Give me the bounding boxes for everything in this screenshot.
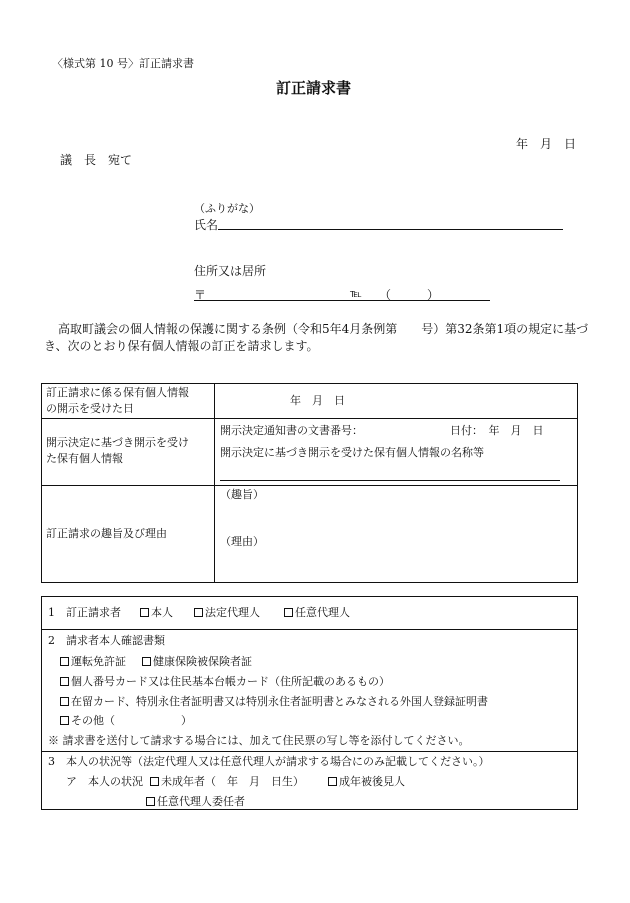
option-agent-principal[interactable]: 任意代理人委任者 xyxy=(146,794,245,810)
option-other[interactable]: その他（ ） xyxy=(60,713,192,729)
checkbox-icon[interactable] xyxy=(60,657,69,666)
checkbox-icon[interactable] xyxy=(140,608,149,617)
disclosed-info-label-1: 開示決定に基づき開示を受け xyxy=(46,436,189,449)
option-self[interactable]: 本人 xyxy=(140,605,173,621)
notice-date[interactable]: 日付： 年 月 日 xyxy=(450,424,544,437)
tel-field[interactable]: （ ） xyxy=(379,288,440,302)
name-field[interactable] xyxy=(218,229,563,230)
checkbox-icon[interactable] xyxy=(142,657,151,666)
disclosed-info-name-field[interactable] xyxy=(220,480,560,481)
disclosure-date-value[interactable]: 年 月 日 xyxy=(290,394,345,407)
checkbox-icon[interactable] xyxy=(60,716,69,725)
mail-request-note: ※ 請求書を送付して請求する場合には、加えて住民票の写し等を添付してください。 xyxy=(48,734,470,747)
page-title: 訂正請求書 xyxy=(276,79,352,97)
principal-status-label: 3 本人の状況等（法定代理人又は任意代理人が請求する場合にのみ記載してください。） xyxy=(48,755,490,768)
principal-situation-label: ア 本人の状況 xyxy=(66,775,143,788)
purpose-reason-label: 訂正請求の趣旨及び理由 xyxy=(46,527,167,540)
option-minor[interactable]: 未成年者（ 年 月 日生） xyxy=(150,774,304,790)
option-voluntary-agent[interactable]: 任意代理人 xyxy=(284,605,350,621)
postal-mark: 〒 xyxy=(194,288,207,302)
checkbox-icon[interactable] xyxy=(150,777,159,786)
furigana-label: （ふりがな） xyxy=(194,202,260,215)
disclosure-date-label-1: 訂正請求に係る保有個人情報 xyxy=(46,386,189,399)
reason-label: （理由） xyxy=(220,535,264,548)
date-field[interactable]: 年 月 日 xyxy=(516,137,577,151)
checkbox-icon[interactable] xyxy=(284,608,293,617)
form-number: 〈様式第 10 号〉訂正請求書 xyxy=(52,57,194,70)
intro-line-1: 高取町議会の個人情報の保護に関する条例（令和5年4月条例第 号）第32条第1項の規定に基づ xyxy=(58,322,589,336)
option-residence-card[interactable]: 在留カード、特別永住者証明書又は特別永住者証明書とみなされる外国人登録証明書 xyxy=(60,694,488,710)
checkbox-icon[interactable] xyxy=(60,677,69,686)
disclosure-date-label-2: の開示を受けた日 xyxy=(46,402,134,415)
option-health-insurance-card[interactable]: 健康保険被保険者証 xyxy=(142,654,252,670)
checkbox-icon[interactable] xyxy=(328,777,337,786)
intro-line-2: き、次のとおり保有個人情報の訂正を請求します。 xyxy=(44,339,319,353)
option-legal-representative[interactable]: 法定代理人 xyxy=(194,605,260,621)
checkbox-icon[interactable] xyxy=(60,697,69,706)
addressee: 議 長 宛て xyxy=(60,153,133,167)
id-documents-label: 2 請求者本人確認書類 xyxy=(48,634,165,647)
notice-doc-number[interactable]: 開示決定通知書の文書番号： xyxy=(220,424,363,437)
address-field[interactable] xyxy=(194,300,490,301)
purpose-label: （趣旨） xyxy=(220,488,264,501)
tel-label: ℡ xyxy=(350,287,362,300)
name-label: 氏名 xyxy=(194,218,219,232)
disclosed-info-name: 開示決定に基づき開示を受けた保有個人情報の名称等 xyxy=(220,446,484,459)
address-label: 住所又は居所 xyxy=(194,264,267,278)
disclosed-info-label-2: た保有個人情報 xyxy=(46,452,123,465)
checkbox-icon[interactable] xyxy=(194,608,203,617)
option-drivers-license[interactable]: 運転免許証 xyxy=(60,654,126,670)
requester-type-label: 1 訂正請求者 xyxy=(48,606,121,619)
option-adult-ward[interactable]: 成年被後見人 xyxy=(328,774,405,790)
option-my-number-card[interactable]: 個人番号カード又は住民基本台帳カード（住所記載のあるもの） xyxy=(60,674,390,690)
checkbox-icon[interactable] xyxy=(146,797,155,806)
